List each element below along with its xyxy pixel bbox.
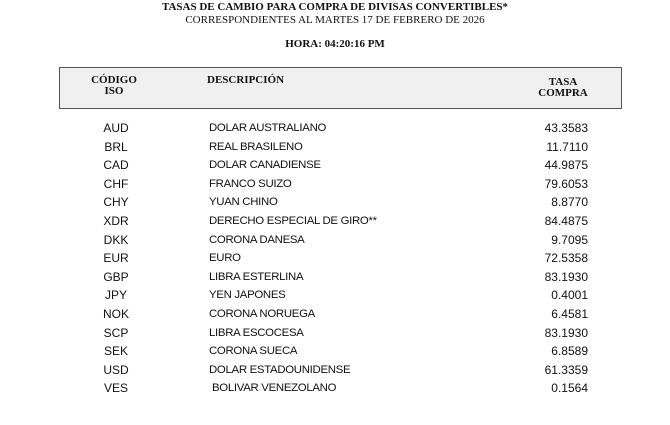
iso-code: CHF xyxy=(103,176,129,191)
currency-description: DOLAR CANADIENSE xyxy=(209,159,321,172)
currency-description: DOLAR AUSTRALIANO xyxy=(209,122,327,134)
table-row xyxy=(0,268,670,287)
table-row xyxy=(0,361,670,380)
buy-rate: 79.6053 xyxy=(544,176,588,191)
table-row xyxy=(0,249,670,268)
buy-rate: 72.5358 xyxy=(544,251,588,266)
buy-rate: 0.1564 xyxy=(551,381,588,396)
currency-description: FRANCO SUIZO xyxy=(209,177,292,190)
iso-code: JPY xyxy=(104,288,127,303)
currency-description: EURO xyxy=(209,252,241,265)
buy-rate: 6.8589 xyxy=(551,344,588,359)
buy-rate: 0.4001 xyxy=(551,288,588,303)
table-row xyxy=(0,212,670,231)
currency-description: DERECHO ESPECIAL DE GIRO** xyxy=(209,214,377,227)
table-row xyxy=(0,231,670,250)
column-header-rate xyxy=(523,77,603,99)
column-header-rate-line2: COMPRA xyxy=(538,87,588,99)
buy-rate: 61.3359 xyxy=(544,362,588,377)
currency-description: LIBRA ESTERLINA xyxy=(209,270,304,283)
buy-rate: 83.1930 xyxy=(544,269,588,284)
column-header-rate-line1: TASA xyxy=(548,76,578,88)
table-row xyxy=(0,119,670,138)
table-row xyxy=(0,342,670,361)
iso-code: CAD xyxy=(103,158,129,173)
iso-code: DKK xyxy=(103,232,129,247)
buy-rate: 8.8770 xyxy=(551,195,588,210)
page-title: TASAS DE CAMBIO PARA COMPRA DE DIVISAS CONVERTIBLES* xyxy=(161,1,509,13)
table-header xyxy=(59,67,622,109)
iso-code: XDR xyxy=(103,213,129,228)
iso-code: BRL xyxy=(104,139,128,154)
currency-description: CORONA SUECA xyxy=(209,345,298,358)
table-row xyxy=(0,286,670,305)
table-row xyxy=(0,324,670,343)
table-row xyxy=(0,193,670,212)
iso-code: GBP xyxy=(103,269,129,284)
currency-description: YUAN CHINO xyxy=(209,196,278,209)
column-header-code-line2: ISO xyxy=(104,85,124,97)
column-header-description: DESCRIPCIÓN xyxy=(207,74,285,86)
column-header-code xyxy=(80,75,148,97)
currency-description: YEN JAPONES xyxy=(209,289,286,302)
currency-description: REAL BRASILENO xyxy=(209,140,303,153)
buy-rate: 9.7095 xyxy=(551,232,588,247)
column-header-code-line1: CÓDIGO xyxy=(91,74,137,86)
report-time: HORA: 04:20:16 PM xyxy=(285,38,385,50)
table-row xyxy=(0,138,670,157)
table-row xyxy=(0,379,670,398)
table-row xyxy=(0,156,670,175)
buy-rate: 44.9875 xyxy=(544,158,588,173)
currency-description: CORONA DANESA xyxy=(209,233,305,246)
iso-code: NOK xyxy=(102,306,129,321)
iso-code: USD xyxy=(103,362,129,377)
iso-code: EUR xyxy=(103,251,129,266)
iso-code: CHY xyxy=(103,195,129,210)
buy-rate: 11.7110 xyxy=(546,139,588,154)
iso-code: SCP xyxy=(103,325,129,340)
iso-code: VES xyxy=(103,381,128,396)
buy-rate: 83.1930 xyxy=(544,325,588,340)
iso-code: SEK xyxy=(103,344,128,359)
table-row xyxy=(0,175,670,194)
buy-rate: 43.3583 xyxy=(544,121,588,135)
currency-description: BOLIVAR VENEZOLANO xyxy=(212,382,337,395)
page-subtitle: CORRESPONDIENTES AL MARTES 17 DE FEBRERO DE 2026 xyxy=(185,14,485,26)
buy-rate: 6.4581 xyxy=(551,306,588,321)
currency-description: DOLAR ESTADOUNIDENSE xyxy=(209,363,351,376)
table-row xyxy=(0,305,670,324)
currency-description: CORONA NORUEGA xyxy=(209,307,315,320)
rates-table-body xyxy=(0,119,670,398)
buy-rate: 84.4875 xyxy=(544,213,588,228)
currency-description: LIBRA ESCOCESA xyxy=(209,326,304,339)
iso-code: AUD xyxy=(103,121,129,135)
